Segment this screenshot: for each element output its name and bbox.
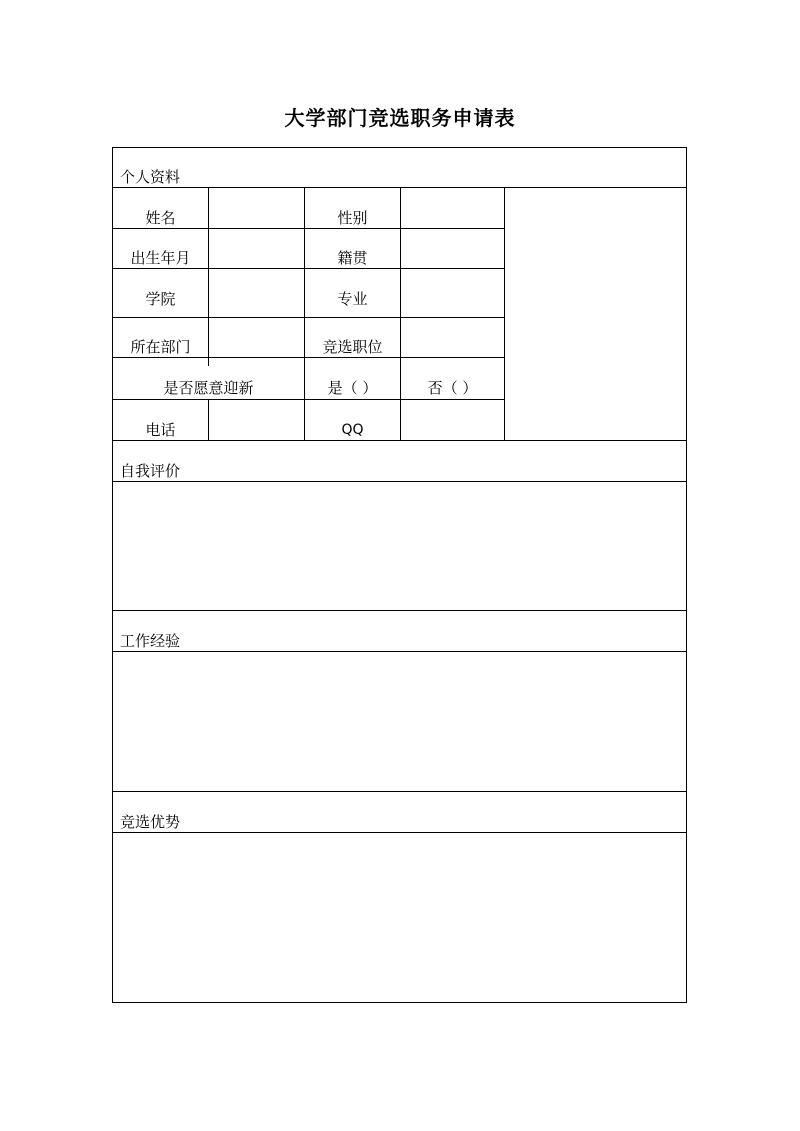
label-qq: QQ: [341, 422, 364, 438]
label-department: 所在部门: [130, 338, 191, 356]
label-native-place: 籍贯: [337, 249, 368, 267]
label-college: 学院: [145, 290, 176, 308]
label-accept-new: 是否愿意迎新: [163, 379, 254, 397]
row-divider: [113, 610, 686, 611]
name-input[interactable]: [209, 188, 304, 228]
label-gender: 性别: [337, 209, 368, 227]
application-form: [112, 147, 687, 1003]
label-phone: 电话: [145, 421, 176, 439]
self-eval-textarea[interactable]: [113, 482, 686, 610]
section-personal: 个人资料: [120, 168, 181, 186]
row-divider: [113, 440, 686, 441]
birth-input[interactable]: [209, 229, 304, 268]
phone-input[interactable]: [209, 400, 304, 440]
gender-input[interactable]: [401, 188, 504, 228]
qq-input[interactable]: [401, 400, 504, 440]
label-birth: 出生年月: [130, 249, 191, 267]
row-divider: [113, 357, 504, 358]
label-major: 专业: [337, 290, 368, 308]
photo-area[interactable]: [505, 188, 686, 440]
work-exp-textarea[interactable]: [113, 652, 686, 791]
option-no[interactable]: 否（ ）: [427, 379, 478, 397]
college-input[interactable]: [209, 269, 304, 317]
section-self-eval: 自我评价: [120, 462, 181, 480]
section-work-exp: 工作经验: [120, 632, 181, 650]
label-name: 姓名: [145, 209, 176, 227]
position-input[interactable]: [401, 318, 504, 357]
major-input[interactable]: [401, 269, 504, 317]
department-input[interactable]: [209, 318, 304, 357]
label-position: 竞选职位: [322, 338, 383, 356]
row-divider: [113, 791, 686, 792]
section-advantages: 竞选优势: [120, 813, 181, 831]
advantages-textarea[interactable]: [113, 833, 686, 1002]
page-title: 大学部门竞选职务申请表: [284, 106, 516, 130]
native-place-input[interactable]: [401, 229, 504, 268]
option-yes[interactable]: 是（ ）: [327, 379, 378, 397]
